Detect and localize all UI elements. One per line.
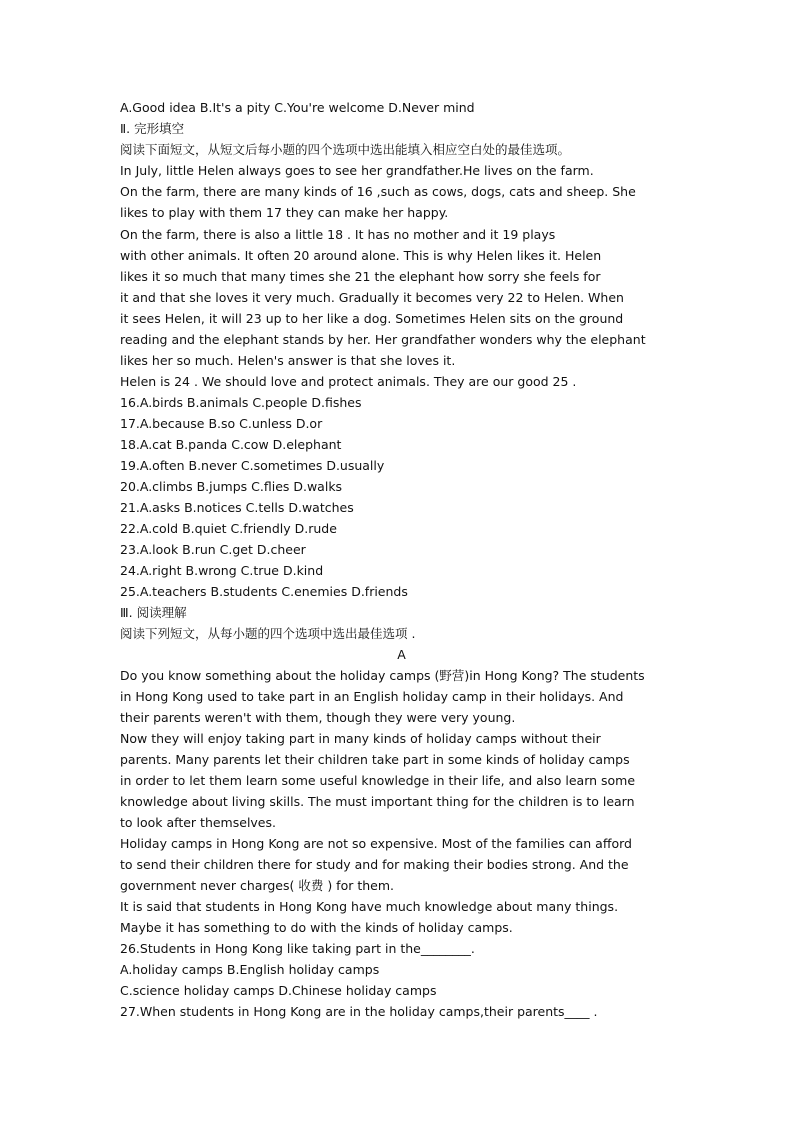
passage-line: government never charges( 收费 ) for them. bbox=[120, 878, 394, 893]
question-line: 26.Students in Hong Kong like taking part in the________. bbox=[120, 941, 475, 956]
option-line: 17.A.because B.so C.unless D.or bbox=[120, 416, 323, 431]
passage-line: to send their children there for study and for making their bodies strong. And the bbox=[120, 857, 629, 872]
passage-line: to look after themselves. bbox=[120, 815, 276, 830]
passage-line: likes her so much. Helen's answer is that she loves it. bbox=[120, 353, 456, 368]
passage-line: It is said that students in Hong Kong have much knowledge about many things. bbox=[120, 899, 619, 914]
passage-title: A bbox=[397, 647, 406, 662]
question-line: 27.When students in Hong Kong are in the holiday camps,their parents____ . bbox=[120, 1004, 598, 1019]
option-line: 21.A.asks B.notices C.tells D.watches bbox=[120, 500, 354, 515]
option-line: 22.A.cold B.quiet C.friendly D.rude bbox=[120, 521, 337, 536]
passage-line: Helen is 24 . We should love and protect animals. They are our good 25 . bbox=[120, 374, 577, 389]
passage-line: it and that she loves it very much. Gradually it becomes very 22 to Helen. When bbox=[120, 290, 624, 305]
passage-line: in Hong Kong used to take part in an English holiday camp in their holidays. And bbox=[120, 689, 624, 704]
passage-line: with other animals. It often 20 around alone. This is why Helen likes it. Helen bbox=[120, 248, 602, 263]
option-line: 18.A.cat B.panda C.cow D.elephant bbox=[120, 437, 342, 452]
passage-line: in order to let them learn some useful knowledge in their life, and also learn some bbox=[120, 773, 636, 788]
instruction-line: 阅读下面短文，从短文后每小题的四个选项中选出能填入相应空白处的最佳选项。 bbox=[120, 142, 571, 157]
passage-line: On the farm, there are many kinds of 16 ,such as cows, dogs, cats and sheep. She bbox=[120, 184, 636, 199]
passage-line: reading and the elephant stands by her. Her grandfather wonders why the elephant bbox=[120, 332, 646, 347]
passage-line: Holiday camps in Hong Kong are not so expensive. Most of the families can afford bbox=[120, 836, 632, 851]
option-line: 16.A.birds B.animals C.people D.fishes bbox=[120, 395, 362, 410]
passage-line: Maybe it has something to do with the kinds of holiday camps. bbox=[120, 920, 513, 935]
option-line: 25.A.teachers B.students C.enemies D.friends bbox=[120, 584, 408, 599]
passage-line: Do you know something about the holiday camps (野营)in Hong Kong? The students bbox=[120, 668, 645, 683]
passage-line: likes it so much that many times she 21 the elephant how sorry she feels for bbox=[120, 269, 601, 284]
passage-line: In July, little Helen always goes to see her grandfather.He lives on the farm. bbox=[120, 163, 594, 178]
option-line: 23.A.look B.run C.get D.cheer bbox=[120, 542, 306, 557]
section-heading: Ⅲ. 阅读理解 bbox=[120, 605, 187, 620]
passage-line: Now they will enjoy taking part in many kinds of holiday camps without their bbox=[120, 731, 601, 746]
instruction-line: 阅读下列短文，从每小题的四个选项中选出最佳选项 . bbox=[120, 626, 416, 641]
passage-line: On the farm, there is also a little 18 . It has no mother and it 19 plays bbox=[120, 227, 556, 242]
section-heading: Ⅱ. 完形填空 bbox=[120, 121, 185, 136]
passage-line: knowledge about living skills. The must important thing for the children is to learn bbox=[120, 794, 635, 809]
option-line: 24.A.right B.wrong C.true D.kind bbox=[120, 563, 324, 578]
passage-line: their parents weren't with them, though they were very young. bbox=[120, 710, 516, 725]
option-line: C.science holiday camps D.Chinese holiday camps bbox=[120, 983, 437, 998]
option-line: A.holiday camps B.English holiday camps bbox=[120, 962, 380, 977]
text-line: A.Good idea B.It's a pity C.You're welcome D.Never mind bbox=[120, 100, 475, 115]
option-line: 19.A.often B.never C.sometimes D.usually bbox=[120, 458, 385, 473]
passage-line: parents. Many parents let their children take part in some kinds of holiday camps bbox=[120, 752, 630, 767]
option-line: 20.A.climbs B.jumps C.flies D.walks bbox=[120, 479, 343, 494]
passage-line: likes to play with them 17 they can make her happy. bbox=[120, 205, 449, 220]
passage-line: it sees Helen, it will 23 up to her like a dog. Sometimes Helen sits on the ground bbox=[120, 311, 624, 326]
